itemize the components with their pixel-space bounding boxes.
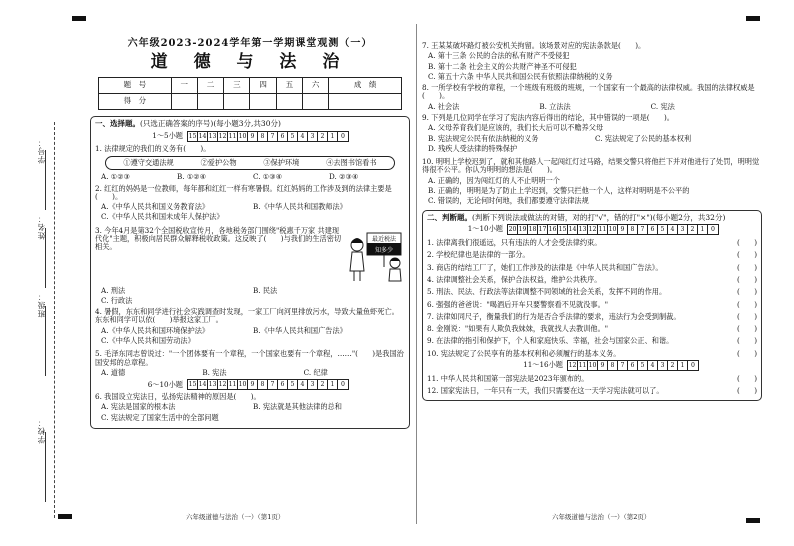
section1-heading xyxy=(95,120,405,129)
true-false-item xyxy=(427,325,757,333)
student-id-label: 学号： xyxy=(37,138,46,164)
answer-grid-cell[interactable]: 9 xyxy=(598,361,608,370)
answer-grid-cell[interactable]: 8 xyxy=(628,225,638,234)
answer-grid-row xyxy=(427,224,757,235)
answer-blank[interactable]: ( ) xyxy=(737,250,757,260)
q7-options xyxy=(428,52,762,81)
q10-options xyxy=(428,177,762,206)
right-page xyxy=(422,42,762,401)
statement-text: 4. 法律调整社会关系，保护合法权益，维护公共秩序。 xyxy=(427,274,602,284)
answer-grid-cell[interactable]: 5 xyxy=(638,361,648,370)
q1-options xyxy=(101,173,405,181)
statement-text: 9. 在法律的指引和保护下，个人和家庭快乐、幸福，社会与国家公正、和谐。 xyxy=(427,336,674,346)
question-text: 8. 一所学校有学校的章程，一个班级有班级的班规，一个国家有一个最高的法律权威。我国的法律权威是( )。 xyxy=(422,83,755,101)
answer-grid-cell[interactable]: 14 xyxy=(198,132,207,140)
option[interactable]: B. 第十二条 社会主义的公共财产神圣不可侵犯 xyxy=(428,61,577,71)
answer-grid-cell[interactable]: 2 xyxy=(318,380,328,389)
option[interactable]: B.《中华人民共和国教师法》 xyxy=(253,202,347,212)
option[interactable]: A. 父母养育我们是应该的，我们长大后可以不赡养父母 xyxy=(428,123,604,133)
answer-grid[interactable] xyxy=(187,379,349,390)
q4-options xyxy=(101,327,405,348)
question-text: 10. 明明上学校迟到了，就和其他路人一起闯红灯过马路，结果交警只将他拦下并对他进行了处罚，明明觉得很不公平。你认为明明的想法是( )。 xyxy=(422,157,760,175)
score-header-cell: 四 xyxy=(250,78,276,94)
answer-grid-cell[interactable]: 8 xyxy=(258,132,268,141)
question-3 xyxy=(95,227,405,306)
answer-grid-cell[interactable]: 7 xyxy=(268,132,278,141)
answer-grid-label: 1～10小题 xyxy=(467,224,503,234)
question-text: 7. 王某某破坏路灯被公安机关拘留。该场景对应的宪法条款是( )。 xyxy=(422,41,646,50)
answer-grid-cell[interactable]: 15 xyxy=(558,226,567,234)
score-header-cell: 题 号 xyxy=(99,78,172,94)
option[interactable]: D. 残疾人受法律的特殊保护 xyxy=(428,143,518,153)
answer-grid-cell[interactable]: 12 xyxy=(568,361,577,369)
true-false-item xyxy=(427,301,757,309)
true-false-item xyxy=(427,288,757,296)
option[interactable]: C.《中华人民共和国未成年人保护法》 xyxy=(101,212,224,222)
answer-grid-cell[interactable]: 5 xyxy=(658,225,668,234)
option[interactable]: C. 错误的，无论何时何地，我们都要遵守法律法规 xyxy=(428,196,589,206)
q1-item: ①遵守交通法规 xyxy=(123,157,174,167)
answer-grid-cell[interactable]: 6 xyxy=(628,361,638,370)
true-false-list xyxy=(427,375,757,396)
answer-grid-cell[interactable]: 7 xyxy=(268,380,278,389)
score-header-cell: 一 xyxy=(171,78,197,94)
answer-grid-cell[interactable]: 1 xyxy=(678,361,688,370)
score-table-header-row xyxy=(99,78,402,94)
cartoon-illustration xyxy=(347,227,405,285)
option[interactable]: B. ①②④ xyxy=(177,172,207,182)
option[interactable]: C. 宪法规定了公民的基本权利 xyxy=(595,133,692,143)
answer-blank[interactable]: ( ) xyxy=(737,238,757,248)
answer-grid[interactable] xyxy=(507,224,719,235)
answer-grid[interactable] xyxy=(567,360,699,371)
score-cell[interactable] xyxy=(171,94,197,110)
answer-grid-cell[interactable]: 10 xyxy=(238,381,247,389)
answer-grid-cell[interactable]: 7 xyxy=(618,361,628,370)
left-page xyxy=(90,38,410,429)
answer-grid-cell[interactable]: 12 xyxy=(218,381,227,389)
statement-text: 12. 国家宪法日，一年只有一天，我们只需要在这一天学习宪法就可以了。 xyxy=(427,386,664,396)
question-text: 4. 暑假，东东和同学进行社会实践调查时发现，一家工厂向河里排放污水，导致大量鱼虾死亡。东东和同学可以依( )举报这家工厂。 xyxy=(95,307,399,325)
statement-text: 1. 法律离我们很遥远，只有违法的人才会受法律约束。 xyxy=(427,238,602,248)
option[interactable]: D. ②③④ xyxy=(329,172,359,182)
school-line xyxy=(45,432,46,502)
option[interactable]: C. 宪法规定了国家生活中的全部问题 xyxy=(101,412,219,422)
answer-grid-cell[interactable]: 2 xyxy=(688,225,698,234)
q1-item: ②爱护公物 xyxy=(200,157,237,167)
answer-grid-cell[interactable]: 11 xyxy=(228,132,237,140)
question-8 xyxy=(422,84,762,111)
answer-grid-cell[interactable]: 3 xyxy=(308,380,318,389)
answer-grid-cell[interactable]: 13 xyxy=(578,226,587,234)
q8-options xyxy=(428,103,762,111)
answer-blank[interactable]: ( ) xyxy=(737,386,757,396)
option[interactable]: A. 刑法 xyxy=(101,285,126,295)
option[interactable]: B. 宪法规定公民有依法纳税的义务 xyxy=(428,133,539,143)
question-6 xyxy=(95,393,405,424)
option[interactable]: C. 宪法 xyxy=(650,101,675,111)
answer-grid-cell[interactable]: 17 xyxy=(538,226,547,234)
statement-text: 2. 学校纪律也是法律的一部分。 xyxy=(427,250,530,260)
answer-grid-cell[interactable]: 0 xyxy=(341,381,345,389)
answer-grid-cell[interactable]: 14 xyxy=(198,381,207,389)
option[interactable]: B. 宪法 xyxy=(202,367,227,377)
cartoon-sign-top: 最近税法 xyxy=(371,235,397,243)
answer-grid-cell[interactable]: 12 xyxy=(588,226,597,234)
answer-grid-label: 1～5小题 xyxy=(152,131,183,141)
question-text: 5. 毛泽东同志曾说过："一个团体要有一个章程，一个国家也要有一个章程，……"( )是我国治国安邦的总章程。 xyxy=(95,349,404,367)
answer-blank[interactable]: ( ) xyxy=(737,274,757,284)
answer-grid-cell[interactable]: 3 xyxy=(658,361,668,370)
answer-grid-cell[interactable]: 6 xyxy=(278,132,288,141)
answer-grid-cell[interactable]: 4 xyxy=(648,361,658,370)
statement-text: 8. 金刚说："如果有人欺负我妹妹，我就找人去教训他。" xyxy=(427,324,609,334)
section1-note: (只选正确答案的序号)(每小题3分,共30分) xyxy=(140,119,281,129)
answer-grid-row xyxy=(95,131,405,142)
statement-text: 3. 商店的结结工厂了，她们工作涉及的法律是《中华人民共和国广告法》。 xyxy=(427,262,663,272)
true-false-item xyxy=(427,313,757,321)
answer-blank[interactable]: ( ) xyxy=(737,348,757,358)
answer-blank[interactable]: ( ) xyxy=(737,324,757,334)
answer-grid-cell[interactable]: 13 xyxy=(208,381,217,389)
class-line xyxy=(45,306,46,376)
answer-grid-cell[interactable]: 13 xyxy=(208,132,217,140)
answer-grid-cell[interactable]: 4 xyxy=(298,132,308,141)
question-text: 1. 法律规定的我们的义务有( )。 xyxy=(95,143,211,153)
page-divider xyxy=(416,24,417,524)
answer-grid-cell[interactable]: 15 xyxy=(188,132,197,140)
q1-item: ④去图书馆看书 xyxy=(326,157,377,167)
option[interactable]: A. 宪法是国家的根本法 xyxy=(101,402,176,412)
answer-grid-cell[interactable]: 12 xyxy=(218,132,227,140)
tax-cartoon-image xyxy=(347,227,405,285)
score-cell[interactable] xyxy=(197,94,223,110)
registration-mark-bottom-right xyxy=(746,518,760,523)
registration-mark-top-left xyxy=(72,16,86,21)
score-cell[interactable] xyxy=(276,94,302,110)
cartoon-sign-bottom: 知多少 xyxy=(374,246,394,254)
question-2 xyxy=(95,185,405,224)
question-1 xyxy=(95,145,405,182)
q5-options xyxy=(101,369,405,377)
true-false-item xyxy=(427,239,757,247)
answer-grid-cell[interactable]: 3 xyxy=(678,225,688,234)
answer-grid-cell[interactable]: 0 xyxy=(691,361,695,369)
section2-heading xyxy=(427,214,757,223)
true-false-item xyxy=(427,387,757,395)
option[interactable]: B. 民法 xyxy=(253,285,278,295)
answer-grid-cell[interactable]: 7 xyxy=(638,225,648,234)
answer-grid-cell[interactable]: 2 xyxy=(318,132,328,141)
q9-options xyxy=(428,124,762,155)
statement-text: 10. 宪法规定了公民享有的基本权利和必须履行的基本义务。 xyxy=(427,348,621,358)
answer-blank[interactable]: ( ) xyxy=(737,299,757,309)
option[interactable]: B. 宪法就是其他法律的总和 xyxy=(253,402,342,412)
question-4 xyxy=(95,308,405,347)
option[interactable]: C. ①③④ xyxy=(253,172,283,182)
score-cell[interactable] xyxy=(302,94,328,110)
option[interactable]: A. 第十三条 公民的合法的私有财产不受侵犯 xyxy=(428,51,570,61)
answer-grid-cell[interactable]: 11 xyxy=(228,381,237,389)
true-false-item xyxy=(427,375,757,383)
answer-grid-cell[interactable]: 6 xyxy=(648,225,658,234)
question-text: 3. 今年4月是第32个全国税收宣传月，各地税务部门围绕"税惠千万家 共建现代化"主题，积极向居民群众解释税收政策。这反映了( )与我们的生活密切相关。 xyxy=(95,225,342,252)
option[interactable]: B.《中华人民共和国广告法》 xyxy=(253,325,347,335)
score-table-score-row xyxy=(99,94,402,110)
subject-title: 道 德 与 法 治 xyxy=(150,51,350,72)
score-table xyxy=(98,77,402,110)
answer-grid-cell[interactable]: 11 xyxy=(578,361,587,369)
score-header-cell: 五 xyxy=(276,78,302,94)
q1-item-list xyxy=(105,156,395,170)
answer-grid-cell[interactable]: 5 xyxy=(288,380,298,389)
answer-grid-cell[interactable]: 9 xyxy=(618,225,628,234)
name-label: 姓名： xyxy=(37,214,46,240)
option[interactable]: A. 道德 xyxy=(101,367,126,377)
score-cell[interactable] xyxy=(329,94,402,110)
answer-blank[interactable]: ( ) xyxy=(737,287,757,297)
section2-title: 二、判断题。 xyxy=(427,212,472,222)
statement-text: 5. 刑法、民法、行政法等法律调整不同领域的社会关系，发挥不同的作用。 xyxy=(427,287,667,297)
statement-text: 11. 中华人民共和国第一部宪法是2023年颁布的。 xyxy=(427,373,589,383)
option[interactable]: C. 行政法 xyxy=(101,295,133,305)
question-text: 6. 我国设立宪法日，弘扬宪法精神的原因是( )。 xyxy=(95,392,261,402)
true-false-list xyxy=(427,239,757,358)
statement-text: 7. 法律如同尺子，衡量我们的行为是否合乎法律的要求，违法行为会受到制裁。 xyxy=(427,311,681,321)
q3-options-row2 xyxy=(101,297,405,305)
answer-grid-cell[interactable]: 4 xyxy=(668,225,678,234)
answer-blank[interactable]: ( ) xyxy=(737,373,757,383)
true-false-item xyxy=(427,350,757,358)
answer-grid-cell[interactable]: 15 xyxy=(188,381,197,389)
answer-grid-cell[interactable]: 8 xyxy=(608,361,618,370)
answer-grid-cell[interactable]: 1 xyxy=(698,225,708,234)
score-header-cell: 二 xyxy=(197,78,223,94)
answer-grid-cell[interactable]: 9 xyxy=(248,380,258,389)
answer-grid-cell[interactable]: 0 xyxy=(341,132,345,140)
name-line xyxy=(45,228,46,288)
answer-grid-cell[interactable]: 9 xyxy=(248,132,258,141)
option[interactable]: B. 立法法 xyxy=(539,101,571,111)
true-false-item xyxy=(427,264,757,272)
answer-grid-cell[interactable]: 8 xyxy=(258,380,268,389)
q1-item: ③保护环境 xyxy=(263,157,300,167)
registration-mark-bottom-left xyxy=(58,514,72,519)
answer-grid-cell[interactable]: 10 xyxy=(608,226,617,234)
answer-grid-cell[interactable]: 5 xyxy=(288,132,298,141)
answer-grid-cell[interactable]: 11 xyxy=(598,226,607,234)
question-7 xyxy=(422,42,762,81)
answer-grid-cell[interactable]: 0 xyxy=(711,226,715,234)
answer-grid-row xyxy=(427,360,757,371)
answer-grid-cell[interactable]: 18 xyxy=(528,226,537,234)
answer-grid-row xyxy=(95,379,405,390)
question-text: 9. 下列是几位同学在学习了宪法内容后得出的结论，其中错误的一项是( )。 xyxy=(422,112,674,122)
school-label: 学校： xyxy=(37,418,46,444)
score-header-cell: 三 xyxy=(224,78,250,94)
option[interactable]: C. 纪律 xyxy=(303,367,328,377)
answer-grid-cell[interactable]: 10 xyxy=(588,361,597,369)
answer-blank[interactable]: ( ) xyxy=(737,336,757,346)
binding-line xyxy=(54,122,55,518)
answer-blank[interactable]: ( ) xyxy=(737,262,757,272)
answer-grid-cell[interactable]: 16 xyxy=(548,226,557,234)
answer-grid-cell[interactable]: 4 xyxy=(298,380,308,389)
answer-grid-cell[interactable]: 20 xyxy=(508,226,517,234)
q2-options xyxy=(101,203,405,224)
question-10 xyxy=(422,158,762,205)
statement-text: 6. 强强的爸爸说："喝酒后开车只要警察看不见就没事。" xyxy=(427,299,609,309)
answer-blank[interactable]: ( ) xyxy=(737,311,757,321)
answer-grid[interactable] xyxy=(187,131,349,142)
answer-grid-cell[interactable]: 1 xyxy=(328,132,338,141)
student-id-line xyxy=(45,150,46,210)
left-page-footer: 六年级道德与法治（一）（第1页） xyxy=(186,513,285,521)
score-cell[interactable] xyxy=(224,94,250,110)
exam-title: 六年级2023-2024学年第一学期课堂观测（一） xyxy=(127,38,373,49)
answer-grid-label: 6～10小题 xyxy=(147,379,183,389)
true-false-item xyxy=(427,276,757,284)
section2-note: (判断下列说法或做法的对错，对的打"√"，错的打"×")(每小题2分，共32分) xyxy=(472,212,726,222)
score-header-cell: 成 绩 xyxy=(329,78,402,94)
answer-grid-cell[interactable]: 14 xyxy=(568,226,577,234)
option[interactable]: A.《中华人民共和国环境保护法》 xyxy=(101,325,210,335)
section1-box xyxy=(90,116,410,429)
option[interactable]: A. 社会法 xyxy=(428,101,460,111)
q6-options xyxy=(101,403,405,424)
section2-box xyxy=(422,210,762,401)
question-5 xyxy=(95,350,405,377)
option[interactable]: A.《中华人民共和国义务教育法》 xyxy=(101,202,210,212)
score-header-cell: 六 xyxy=(302,78,328,94)
registration-mark-top-right xyxy=(746,16,760,21)
answer-grid-cell[interactable]: 6 xyxy=(278,380,288,389)
option[interactable]: A. 正确的，因为闯红灯的人不止明明一个 xyxy=(428,175,560,185)
answer-grid-cell[interactable]: 19 xyxy=(518,226,527,234)
answer-grid-cell[interactable]: 1 xyxy=(328,380,338,389)
answer-grid-cell[interactable]: 2 xyxy=(668,361,678,370)
option[interactable]: A. ①②③ xyxy=(101,172,131,182)
answer-grid-label: 11～16小题 xyxy=(523,360,563,370)
option[interactable]: C. 第五十六条 中华人民共和国公民有依照法律纳税的义务 xyxy=(428,71,613,81)
option[interactable]: B. 正确的，明明是为了防止上学迟到，交警只拦他一个人，这样对明明是不公平的 xyxy=(428,185,690,195)
q3-options xyxy=(101,287,405,295)
true-false-item xyxy=(427,337,757,345)
answer-grid-cell[interactable]: 3 xyxy=(308,132,318,141)
question-text: 2. 红红的妈妈是一位教师，每年都和红红一样有寒暑假。红红妈妈的工作涉及到的法律主要是( )。 xyxy=(95,183,392,201)
score-row-label: 得 分 xyxy=(99,94,172,110)
true-false-item xyxy=(427,251,757,259)
class-label: 班级： xyxy=(37,292,46,318)
section1-title: 一、选择题。 xyxy=(95,119,140,129)
option[interactable]: C.《中华人民共和国劳动法》 xyxy=(101,336,195,346)
answer-grid-cell[interactable]: 10 xyxy=(238,132,247,140)
right-page-footer: 六年级道德与法治（一）（第2页） xyxy=(552,513,651,521)
score-cell[interactable] xyxy=(250,94,276,110)
question-9 xyxy=(422,114,762,155)
